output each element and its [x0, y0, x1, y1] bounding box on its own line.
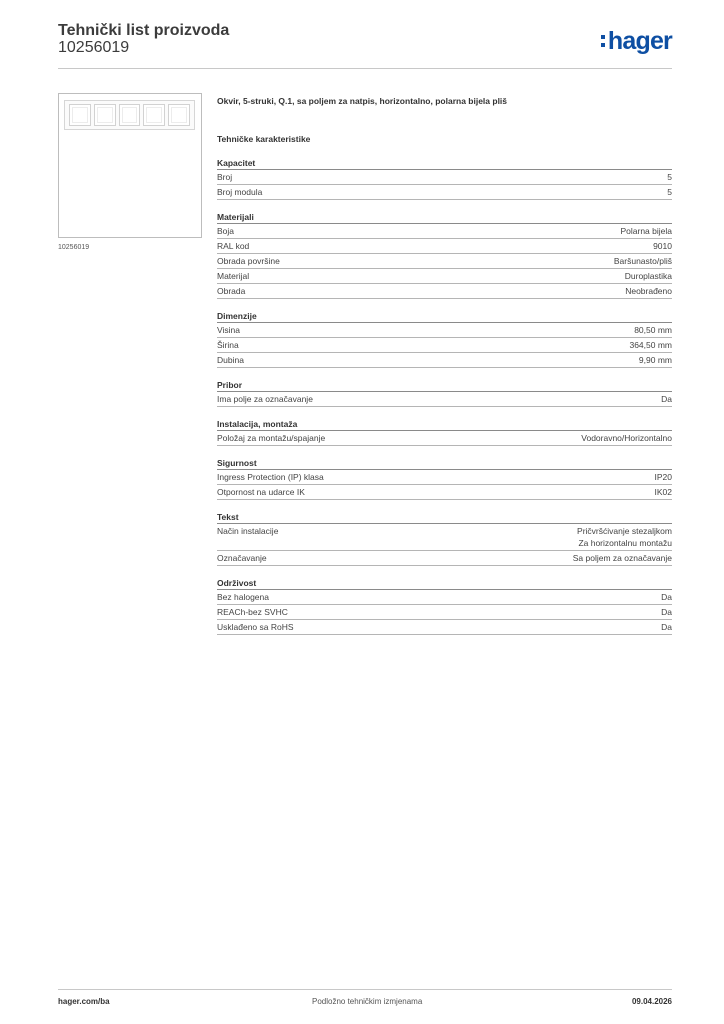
spec-section — [217, 511, 672, 566]
spec-value — [661, 606, 672, 618]
spec-value — [614, 255, 672, 267]
spec-value — [629, 339, 672, 351]
spec-row — [217, 170, 672, 185]
footer-date: 09.04.2026 — [631, 997, 672, 1006]
spec-row — [217, 224, 672, 239]
section-title: Dimenzije — [217, 310, 672, 323]
spec-value — [581, 432, 672, 444]
spec-value-line: Za horizontalnu montažu — [578, 538, 672, 548]
spec-label: Obrada — [217, 286, 246, 296]
spec-section — [217, 577, 672, 635]
spec-value — [653, 240, 672, 252]
spec-value — [634, 324, 672, 336]
product-specs — [217, 94, 672, 635]
spec-section — [217, 310, 672, 368]
spec-sections — [217, 157, 672, 635]
product-description: Okvir, 5-struki, Q.1, sa poljem za natpis, horizontalno, polarna bijela pliš — [217, 96, 508, 106]
spec-value — [667, 186, 672, 198]
frame-slot — [69, 104, 91, 126]
spec-value-line: Vodoravno/Horizontalno — [581, 433, 672, 443]
spec-value — [655, 486, 673, 498]
product-image — [58, 93, 202, 238]
product-code: 10256019 — [58, 39, 130, 56]
spec-label: Označavanje — [217, 553, 267, 563]
spec-value-line: Da — [661, 607, 672, 617]
spec-value-line: 364,50 mm — [629, 340, 672, 350]
logo-colon-mark — [601, 24, 605, 58]
spec-value-line: Pričvršćivanje stezaljkom — [577, 526, 672, 536]
spec-label: RAL kod — [217, 241, 250, 251]
spec-row — [217, 185, 672, 200]
spec-label: Visina — [217, 325, 240, 335]
spec-label: Boja — [217, 226, 235, 236]
spec-label: REACh-bez SVHC — [217, 607, 288, 617]
spec-label: Položaj za montažu/spajanje — [217, 433, 326, 443]
spec-label: Ima polje za označavanje — [217, 394, 313, 404]
spec-value-line: IP20 — [654, 472, 672, 482]
spec-section — [217, 157, 672, 200]
technical-characteristics-heading: Tehničke karakteristike — [217, 134, 311, 144]
spec-section — [217, 418, 672, 446]
spec-value — [573, 552, 672, 564]
section-title: Sigurnost — [217, 457, 672, 470]
spec-label: Broj modula — [217, 187, 263, 197]
spec-value-line: Da — [661, 592, 672, 602]
spec-value-line: Da — [661, 394, 672, 404]
spec-label: Usklađeno sa RoHS — [217, 622, 294, 632]
spec-row — [217, 470, 672, 485]
spec-value-line: 9010 — [653, 241, 672, 251]
spec-value — [661, 591, 672, 603]
image-caption: 10256019 — [58, 244, 90, 251]
document-title: Tehnički list proizvoda — [58, 22, 230, 39]
spec-section — [217, 211, 672, 299]
spec-row — [217, 590, 672, 605]
spec-value-line: IK02 — [654, 487, 672, 497]
spec-value-line: Baršunasto/pliš — [613, 256, 672, 266]
spec-label: Način instalacije — [217, 526, 279, 536]
footer-note: Podložno tehničkim izmjenama — [312, 997, 423, 1006]
spec-row — [217, 431, 672, 446]
spec-label: Dubina — [217, 355, 244, 365]
footer-website[interactable]: hager.com/ba — [58, 997, 110, 1006]
spec-label: Otpornost na udarce IK — [217, 487, 305, 497]
spec-label: Broj — [217, 172, 233, 182]
frame-slot — [143, 104, 165, 126]
section-title: Tekst — [217, 511, 672, 524]
spec-value — [625, 285, 672, 297]
spec-row — [217, 524, 672, 551]
spec-row — [217, 392, 672, 407]
footer-divider — [58, 989, 672, 990]
spec-row — [217, 338, 672, 353]
spec-value-line: 9,90 mm — [638, 355, 672, 365]
spec-label: Širina — [217, 340, 239, 350]
spec-row — [217, 269, 672, 284]
spec-row — [217, 620, 672, 635]
spec-row — [217, 284, 672, 299]
spec-value — [655, 471, 673, 483]
spec-row — [217, 254, 672, 269]
spec-value-line: 80,50 mm — [634, 325, 672, 335]
spec-value-line: Da — [661, 622, 672, 632]
spec-value-line: 5 — [667, 187, 672, 197]
spec-value — [661, 621, 672, 633]
spec-label: Ingress Protection (IP) klasa — [217, 472, 324, 482]
spec-section — [217, 379, 672, 407]
spec-value — [667, 171, 672, 183]
spec-row — [217, 353, 672, 368]
spec-value-line: Polarna bijela — [620, 226, 672, 236]
frame-slot — [94, 104, 116, 126]
spec-row — [217, 605, 672, 620]
spec-label: Obrada površine — [217, 256, 280, 266]
spec-value — [661, 393, 672, 405]
five-gang-frame-picture — [64, 100, 195, 130]
section-title: Održivost — [217, 577, 672, 590]
spec-value — [639, 354, 672, 366]
frame-slot — [168, 104, 190, 126]
section-title: Pribor — [217, 379, 672, 392]
spec-label: Materijal — [217, 271, 250, 281]
section-title: Instalacija, montaža — [217, 418, 672, 431]
spec-value-line: 5 — [667, 172, 672, 182]
spec-section — [217, 457, 672, 500]
frame-slot — [119, 104, 141, 126]
header-divider — [58, 68, 672, 69]
spec-value — [577, 525, 672, 549]
spec-label: Bez halogena — [217, 592, 269, 602]
spec-row — [217, 239, 672, 254]
spec-value-line: Duroplastika — [624, 271, 672, 281]
page-header — [58, 22, 672, 68]
hager-logo — [601, 24, 672, 58]
logo-text: hager — [607, 27, 672, 55]
spec-value — [625, 270, 672, 282]
section-title: Materijali — [217, 211, 672, 224]
spec-value-line: Sa poljem za označavanje — [572, 553, 672, 563]
spec-row — [217, 323, 672, 338]
spec-row — [217, 551, 672, 566]
spec-row — [217, 485, 672, 500]
section-title: Kapacitet — [217, 157, 672, 170]
spec-value-line: Neobrađeno — [625, 286, 672, 296]
spec-value — [620, 225, 672, 237]
